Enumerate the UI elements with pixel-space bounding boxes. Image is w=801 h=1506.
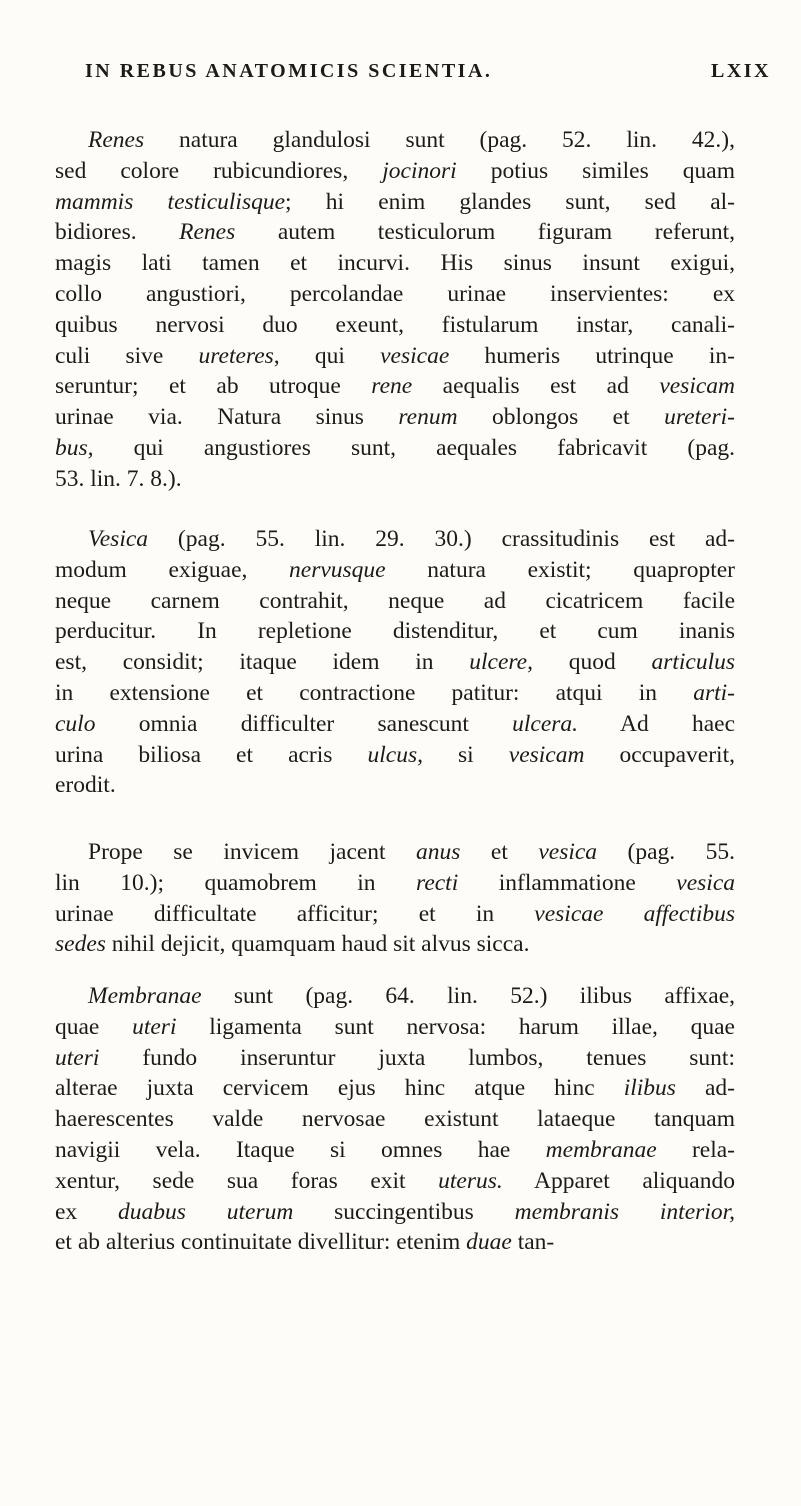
text-segment: ad- xyxy=(675,1075,735,1102)
text-segment: xentur, sede sua foras exit xyxy=(55,1167,439,1194)
text-segment: (pag. 55. lin. 29. 30.) crassitudinis est ad- xyxy=(148,526,735,552)
text-segment: collo angustiori, percolandae urinae inservientes: ex xyxy=(55,280,735,307)
text-segment: navigii vela. Itaque si omnes hae xyxy=(55,1136,546,1163)
text-segment: et ab alterius continuitate divellitur: etenim xyxy=(55,1229,467,1256)
text-line xyxy=(55,1227,735,1258)
text-line xyxy=(55,433,735,464)
text-segment: ligamenta sunt nervosa: harum illae, quae xyxy=(176,1013,735,1040)
text-line xyxy=(55,1104,735,1135)
italic-term: Vesica xyxy=(88,526,149,552)
text-line xyxy=(55,217,735,248)
text-segment: occupaverit, xyxy=(584,741,735,768)
text-line xyxy=(55,279,735,310)
text-segment: Apparet aliquando xyxy=(502,1167,735,1194)
text-segment: inflammatione xyxy=(458,869,677,896)
text-line xyxy=(55,248,735,279)
italic-term: duabus uterum xyxy=(118,1198,294,1225)
text-segment: quae xyxy=(55,1013,133,1040)
page-number: LXIX xyxy=(710,60,771,82)
italic-term: vesicam xyxy=(659,373,735,400)
text-segment: Prope se invicem jacent xyxy=(88,839,417,865)
text-segment: natura existit; quapropter xyxy=(385,556,735,583)
text-line xyxy=(55,464,735,495)
running-head xyxy=(85,60,771,90)
italic-term: anus xyxy=(416,839,461,865)
text-segment: potius similes quam xyxy=(456,157,735,184)
text-segment: autem testiculorum figuram referunt, xyxy=(235,219,735,246)
italic-term: ulcus, xyxy=(367,741,423,768)
text-line xyxy=(55,187,735,218)
text-segment: qui angustiores sunt, aequales fabricavit (pag. xyxy=(93,434,735,461)
text-segment: ; hi enim glandes sunt, sed al- xyxy=(285,188,735,215)
italic-term: culo xyxy=(55,710,96,737)
italic-term: rene xyxy=(371,373,413,400)
italic-term: vesica xyxy=(538,839,598,865)
text-segment: urina biliosa et acris xyxy=(55,741,368,768)
text-line xyxy=(55,1197,735,1228)
text-line xyxy=(55,586,735,617)
text-segment: quod xyxy=(532,649,652,676)
text-segment: 53. lin. 7. 8.). xyxy=(55,465,182,492)
text-segment: quibus nervosi duo exeunt, fistularum instar, canali- xyxy=(55,311,735,338)
italic-term: ilibus xyxy=(623,1075,676,1102)
text-segment: (pag. 55. xyxy=(597,839,735,865)
text-segment: , qui xyxy=(273,342,381,369)
text-segment: Ad haec xyxy=(578,710,735,737)
text-segment: modum exiguae, xyxy=(55,556,290,583)
italic-term: renum xyxy=(398,404,458,431)
italic-term: nervusque xyxy=(289,556,386,583)
italic-term: Membranae xyxy=(88,983,202,1009)
italic-term: mammis testiculisque xyxy=(55,188,286,215)
text-segment: alterae juxta cervicem ejus hinc atque hinc xyxy=(55,1075,624,1102)
text-line xyxy=(55,402,735,433)
text-segment: haerescentes valde nervosae existunt lataeque tanquam xyxy=(55,1106,735,1133)
text-segment: seruntur; et ab utroque xyxy=(55,373,372,400)
text-line xyxy=(55,868,735,899)
text-line xyxy=(55,310,735,341)
italic-term: jocinori xyxy=(382,157,457,184)
text-line xyxy=(55,1135,735,1166)
italic-term: ureteres xyxy=(198,342,274,369)
text-segment: neque carnem contrahit, neque ad cicatricem facile xyxy=(55,587,735,614)
italic-term: ulcera. xyxy=(512,710,579,737)
text-segment: natura glandulosi sunt (pag. 52. lin. 42.), xyxy=(144,127,735,153)
text-segment: urinae difficultate afficitur; et in xyxy=(55,900,535,927)
italic-term: Renes xyxy=(179,219,236,246)
text-segment: aequalis est ad xyxy=(412,373,660,400)
italic-term: bus, xyxy=(55,434,94,461)
text-segment: perducitur. In repletione distenditur, et cum inanis xyxy=(55,618,735,645)
italic-term: articulus xyxy=(651,649,736,676)
text-line xyxy=(55,740,735,771)
text-line xyxy=(55,837,735,868)
text-segment: nihil dejicit, quamquam haud sit alvus sicca. xyxy=(105,931,530,958)
italic-term: vesicae xyxy=(380,342,450,369)
text-line xyxy=(55,156,735,187)
text-segment: culi sive xyxy=(55,342,199,369)
text-segment: bidiores. xyxy=(55,219,180,246)
italic-term: ureteri- xyxy=(664,404,735,431)
italic-term: arti- xyxy=(693,679,735,706)
text-line xyxy=(55,1166,735,1197)
paragraph-prope xyxy=(55,837,735,960)
italic-term: membranis interior, xyxy=(514,1198,735,1225)
text-line xyxy=(55,555,735,586)
italic-term: membranae xyxy=(545,1136,657,1163)
text-segment: sunt (pag. 64. lin. 52.) ilibus affixae, xyxy=(201,983,735,1009)
text-segment: ex xyxy=(55,1198,119,1225)
italic-term: uteri xyxy=(55,1044,100,1071)
text-line xyxy=(55,709,735,740)
text-segment: lin 10.); quamobrem in xyxy=(55,869,417,896)
text-segment: erodit. xyxy=(55,772,116,799)
text-line xyxy=(55,981,735,1012)
text-line xyxy=(55,341,735,372)
paragraph-membranae xyxy=(55,981,735,1258)
text-line xyxy=(55,929,735,960)
text-segment: rela- xyxy=(656,1136,736,1163)
text-line xyxy=(55,1043,735,1074)
italic-term: duae xyxy=(466,1229,512,1256)
paragraph-renes xyxy=(55,125,735,495)
italic-term: sedes xyxy=(55,931,106,958)
text-segment: urinae via. Natura sinus xyxy=(55,404,399,431)
text-segment: omnia difficulter sanescunt xyxy=(95,710,513,737)
text-segment: succingentibus xyxy=(293,1198,515,1225)
text-line xyxy=(55,1012,735,1043)
text-line xyxy=(55,770,735,801)
text-line xyxy=(55,371,735,402)
text-segment: in extensione et contractione patitur: atqui in xyxy=(55,679,694,706)
text-segment: si xyxy=(422,741,509,768)
italic-term: recti xyxy=(416,869,459,896)
italic-term: vesicae affectibus xyxy=(534,900,735,927)
italic-term: Renes xyxy=(88,127,145,153)
text-segment: fundo inseruntur juxta lumbos, tenues sunt: xyxy=(99,1044,735,1071)
text-segment: magis lati tamen et incurvi. His sinus insunt exigui, xyxy=(55,250,735,277)
text-line xyxy=(55,678,735,709)
text-line xyxy=(55,899,735,930)
text-segment: oblongos et xyxy=(457,404,665,431)
italic-term: ulcere, xyxy=(469,649,533,676)
text-line xyxy=(55,616,735,647)
paragraph-vesica xyxy=(55,524,735,801)
text-segment: est, considit; itaque idem in xyxy=(55,649,470,676)
running-head-title: IN REBUS ANATOMICIS SCIENTIA. xyxy=(85,60,493,82)
italic-term: vesica xyxy=(676,869,735,896)
text-line xyxy=(55,647,735,678)
text-segment: et xyxy=(460,839,539,865)
italic-term: vesicam xyxy=(508,741,585,768)
text-segment: humeris utrinque in- xyxy=(449,342,736,369)
text-segment: tan- xyxy=(511,1229,555,1256)
text-line xyxy=(55,1073,735,1104)
text-line xyxy=(55,125,735,156)
italic-term: uteri xyxy=(132,1013,177,1040)
text-line xyxy=(55,524,735,555)
text-segment: sed colore rubicundiores, xyxy=(55,157,383,184)
italic-term: uterus. xyxy=(438,1167,503,1194)
